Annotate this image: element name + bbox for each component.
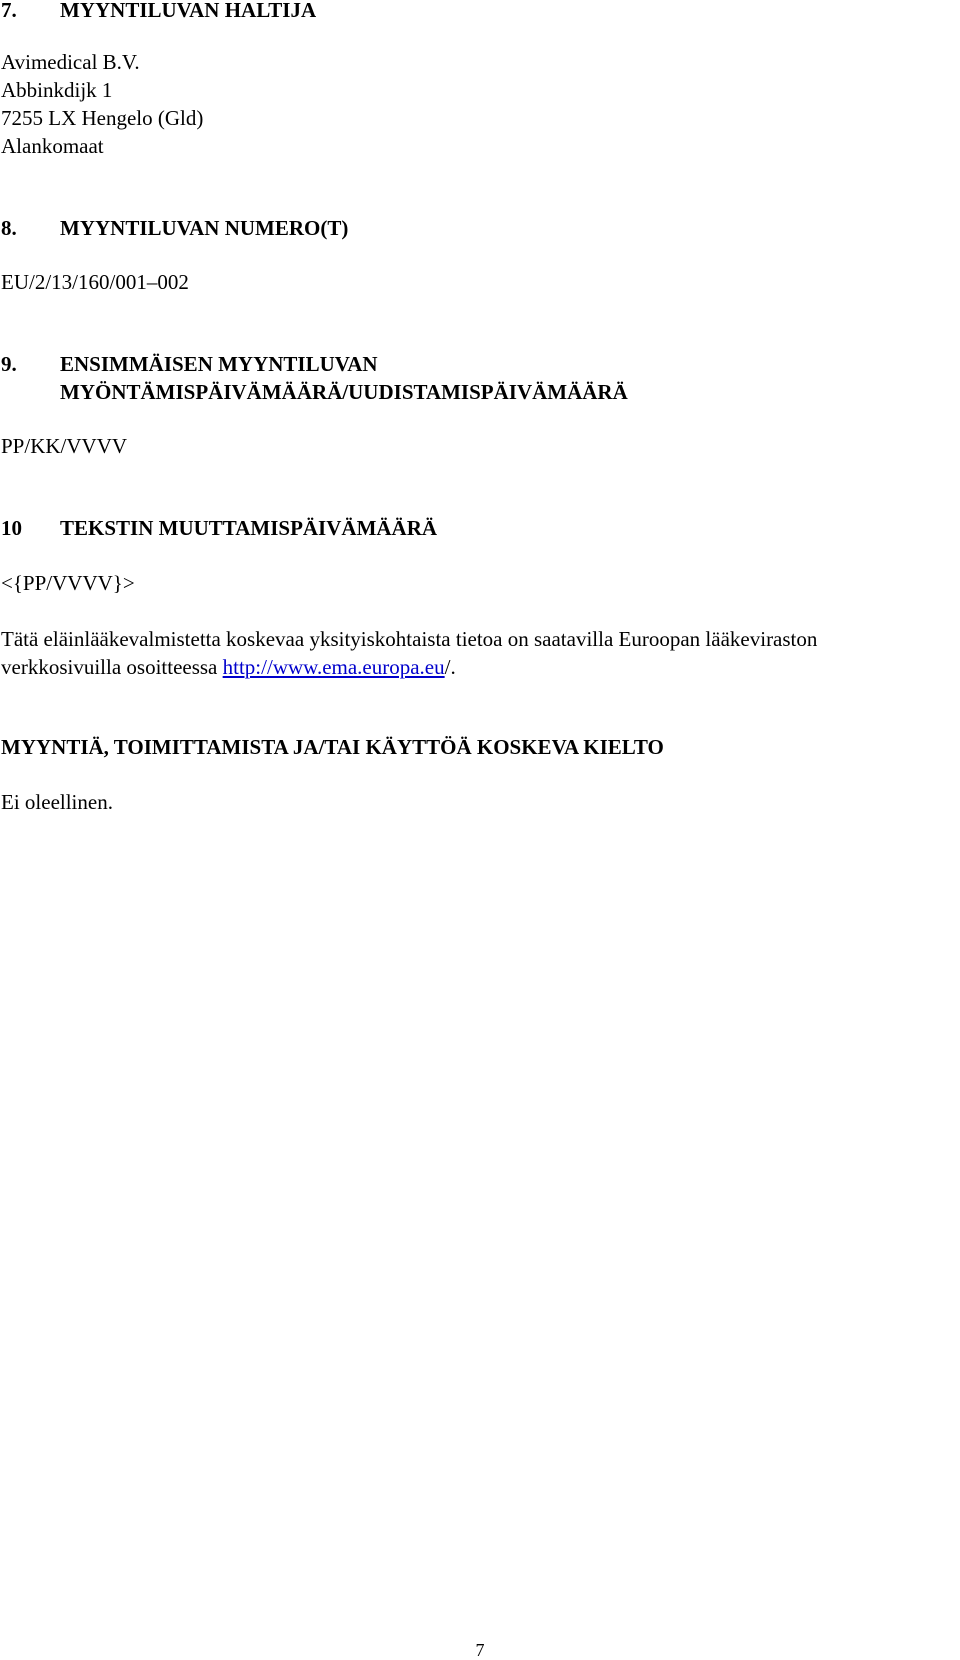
section-7-heading: [1, 0, 316, 24]
address-line: Abbinkdijk 1: [1, 78, 113, 102]
ema-website-link[interactable]: http://www.ema.europa.eu: [222, 655, 445, 679]
prohibition-heading: [1, 733, 664, 761]
authorisation-date-value: PP/KK/VVVV: [1, 434, 128, 458]
section-9-title: [60, 350, 628, 406]
prohibition-text: [1, 788, 113, 816]
section-9-heading: [1, 350, 628, 406]
info-line-prefix: verkkosivuilla osoitteessa: [1, 655, 223, 679]
section-8-heading: [1, 214, 348, 242]
marketing-authorisation-holder-address: [1, 48, 203, 160]
section-10-heading: [1, 514, 437, 542]
section-8-title: MYYNTILUVAN NUMERO(T): [60, 216, 349, 240]
section-9-number: 9.: [1, 352, 17, 376]
prohibition-value: Ei oleellinen.: [1, 790, 113, 814]
authorisation-number-value: EU/2/13/160/001–002: [1, 270, 189, 294]
revision-date-value: <{PP/VVVV}>: [1, 571, 135, 595]
marketing-authorisation-numbers: [1, 268, 189, 296]
info-paragraph: [1, 625, 817, 681]
address-line: Avimedical B.V.: [1, 50, 140, 74]
page-number: 7: [475, 1640, 485, 1660]
info-line: Tätä eläinlääkevalmistetta koskevaa yksityiskohtaista tietoa on saatavilla Euroopan lääkeviraston: [1, 627, 818, 651]
info-line: [1, 653, 817, 681]
first-authorisation-date: [1, 432, 127, 460]
section-10-number: 10: [1, 516, 22, 540]
section-10-title: TEKSTIN MUUTTAMISPÄIVÄMÄÄRÄ: [60, 516, 438, 540]
revision-date: [1, 569, 135, 597]
section-9-title-line: ENSIMMÄISEN MYYNTILUVAN: [60, 352, 378, 376]
section-7-number: 7.: [1, 0, 17, 22]
address-line: Alankomaat: [1, 134, 104, 158]
info-line-suffix: /.: [444, 655, 456, 679]
section-8-number: 8.: [1, 216, 17, 240]
section-9-title-line: MYÖNTÄMISPÄIVÄMÄÄRÄ/UUDISTAMISPÄIVÄMÄÄRÄ: [60, 380, 628, 404]
section-7-title: MYYNTILUVAN HALTIJA: [60, 0, 317, 22]
prohibition-title: MYYNTIÄ, TOIMITTAMISTA JA/TAI KÄYTTÖÄ KOSKEVA KIELTO: [1, 735, 664, 759]
address-line: 7255 LX Hengelo (Gld): [1, 106, 204, 130]
